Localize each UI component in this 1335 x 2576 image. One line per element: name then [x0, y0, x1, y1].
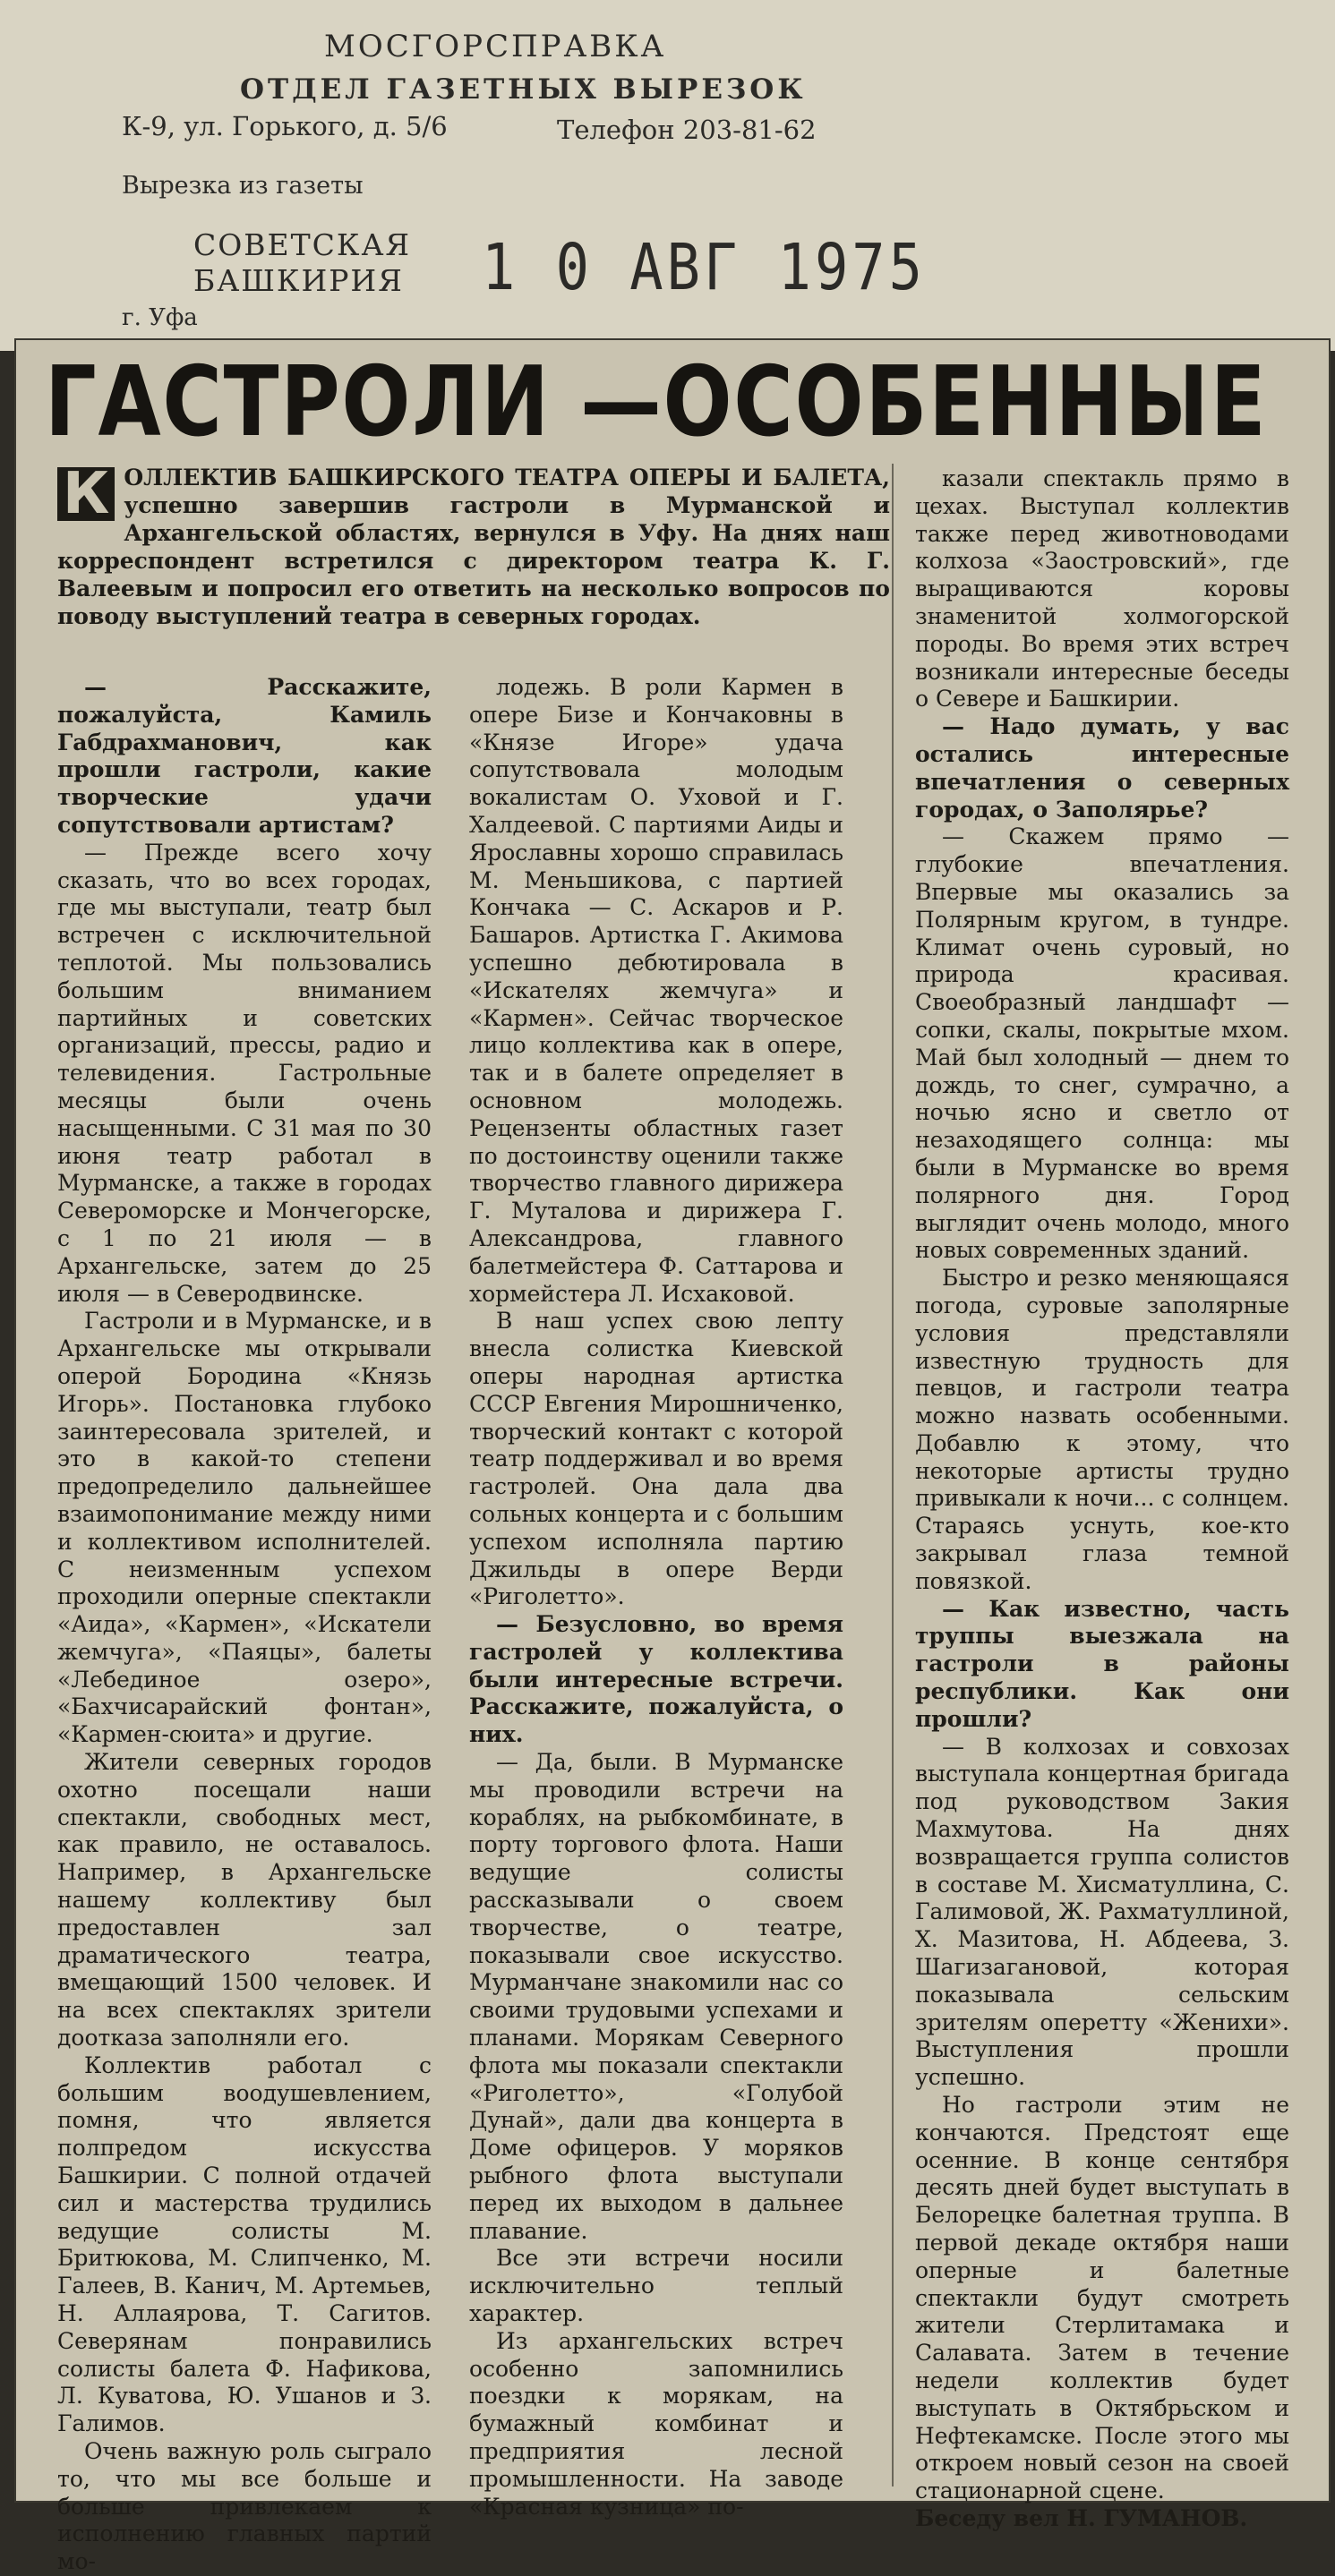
drop-cap: К: [57, 467, 115, 521]
interview-question: — Надо думать, у вас остались интересные впечатления о северных городах, о Заполярье?: [915, 713, 1289, 823]
newspaper-name-line1: СОВЕТСКАЯ: [193, 227, 412, 262]
clipping-label: [0, 0, 1335, 351]
article-paragraph: Все эти встречи носили исключительно теплый характер.: [469, 2245, 843, 2327]
article-paragraph: лодежь. В роли Кармен в опере Бизе и Кончаковны в «Князе Игоре» удача сопутствовала молодым вокалистам О. Уховой и Г. Халдеевой. С партиями Аиды и Ярославны хорошо справилась М. Меньшикова, с партией Кончака — С. Аскаров и Р. Башаров. Артистка Г. Акимова успешно дебютировала в «Искателях жемчуга» и «Кармен». Сейчас творческое лицо коллектива как в опере, так и в балете определяет в основном молодежь. Рецензенты областных газет по достоинству оценили также творчество главного дирижера Г. Муталова и дирижера Г. Александрова, главного балетмейстера Ф. Саттарова и хормейстера Л. Исхаковой.: [469, 674, 843, 1307]
newspaper-name-line2: БАШКИРИЯ: [193, 263, 404, 298]
article-paragraph: — Скажем прямо — глубокие впечатления. Впервые мы оказались за Полярным кругом, в тундре. Климат очень суровый, но природа красивая. Своеобразный ландшафт — сопки, скалы, покрытые мхом. Май был холодный — днем то дождь, то снег, сумрачно, а ночью ясно и светло от незаходящего солнца: мы были в Мурманске во время полярного дня. Город выглядит очень молодо, много новых современных зданий.: [915, 823, 1289, 1264]
article-paragraph: — В колхозах и совхозах выступала концертная бригада под руководством Закия Махмутова. На днях возвращается группа солистов в составе М. Хисматуллина, С. Галимовой, Ж. Рахматуллиной, Х. Мазитова, Н. Абдеева, З. Шагизагановой, которая показывала сельским зрителям оперетту «Женихи». Выступления прошли успешно.: [915, 1733, 1289, 2091]
date-stamp: 1 0 АВГ 1975: [482, 229, 926, 305]
agency-address: К-9, ул. Горького, д. 5/6: [122, 111, 448, 141]
department-name: ОТДЕЛ ГАЗЕТНЫХ ВЫРЕЗОК: [240, 73, 807, 106]
article-column-2: [469, 674, 843, 2520]
article-paragraph: Но гастроли этим не кончаются. Предстоят еще осенние. В конце сентября десять дней будет выступать в Белорецке балетная труппа. В первой декаде октября наши оперные и балетные спектакли будут смотреть жители Стерлитамака и Салавата. Затем в течение недели коллектив будет выступать в Октябрьском и Нефтекамске. После этого мы откроем новый сезон на своей стационарной сцене.: [915, 2092, 1289, 2504]
article-lead-text: ОЛЛЕКТИВ БАШКИРСКОГО ТЕАТРА ОПЕРЫ И БАЛЕТА, успешно завершив гастроли в Мурманской и Архангельской областях, вернулся в Уфу. На днях наш корреспондент встретился с директором театра К. Г. Валеевым и попросил его ответить на несколько вопросов по поводу выступлений театра в северных городах.: [57, 465, 890, 629]
article-signature: Беседу вел Н. ГУМАНОВ.: [915, 2504, 1248, 2531]
article-paragraph: казали спектакль прямо в цехах. Выступал коллектив также перед животноводами колхоза «Заостровский», где выращиваются коровы знаменитой холмогорской породы. Во время этих встреч возникали интересные беседы о Севере и Башкирии.: [915, 465, 1289, 712]
article-paragraph: Жители северных городов охотно посещали наши спектакли, свободных мест, как правило, не оставалось. Например, в Архангельске нашему коллективу был предоставлен зал драматического театра, вмещающий 1500 человек. И на всех спектаклях зрители доотказа заполняли его.: [57, 1749, 432, 2051]
interview-question: — Как известно, часть труппы выезжала на гастроли в районы республики. Как они прошли?: [915, 1595, 1289, 1732]
article-column-1: [57, 674, 432, 2575]
article-paragraph: Из архангельских встреч особенно запомнились поездки к морякам, на бумажный комбинат и предприятия лесной промышленности. На заводе «Красная кузница» по-: [469, 2327, 843, 2520]
article-paragraph: В наш успех свою лепту внесла солистка Киевской оперы народная артистка СССР Евгения Мирошниченко, творческий контакт с которой театр поддерживал и во время гастролей. Она дала два сольных концерта и с большим успехом исполняла партию Джильды в опере Верди «Риголетто».: [469, 1308, 843, 1610]
agency-name: МОСГОРСПРАВКА: [324, 29, 667, 64]
article-paragraph: Коллектив работал с большим воодушевлением, помня, что является полпредом искусства Башкирии. С полной отдачей сил и мастерства трудились ведущие солисты М. Бритюкова, М. Слипченко, М. Галеев, В. Канич, М. Артемьев, Н. Аллаярова, Т. Сагитов. Северянам понравились солисты балета Ф. Нафикова, Л. Куватова, Ю. Ушанов и З. Галимов.: [57, 2051, 432, 2437]
article-column-3: [915, 465, 1289, 2531]
agency-phone: Телефон 203-81-62: [557, 115, 817, 145]
column-rule: [892, 464, 894, 2486]
article-paragraph: — Да, были. В Мурманске мы проводили встречи на кораблях, на рыбкомбинате, в порту торгового флота. Наши ведущие солисты рассказывали о своем творчестве, о театре, показывали свое искусство. Мурманчане знакомили нас со своими трудовыми успехами и планами. Морякам Северного флота мы показали спектакли «Риголетто», «Голубой Дунай», дали два концерта в Доме офицеров. У моряков рыбного флота выступали перед их выходом в дальнее плавание.: [469, 1749, 843, 2244]
article-lead: [57, 461, 890, 630]
interview-question: — Безусловно, во время гастролей у коллектива были интересные встречи. Расскажите, пожалуйста, о них.: [469, 1611, 843, 1748]
interview-question: — Расскажите, пожалуйста, Камиль Габдрахманович, как прошли гастроли, какие творческие удачи сопутствовали артистам?: [57, 674, 432, 838]
newspaper-clipping: [14, 338, 1331, 2575]
article-headline: ГАСТРОЛИ —ОСОБЕННЫЕ: [45, 346, 1268, 458]
newspaper-city: г. Уфа: [122, 304, 198, 331]
clipping-source-label: Вырезка из газеты: [122, 172, 364, 200]
article-paragraph: — Прежде всего хочу сказать, что во всех городах, где мы выступали, театр был встречен с исключительной теплотой. Мы пользовались большим вниманием партийных и советских организаций, прессы, радио и телевидения. Гастрольные месяцы были очень насыщенными. С 31 мая по 30 июня театр работал в Мурманске, а также в городах Североморске и Мончегорске, с 1 по 21 июля — в Архангельске, затем до 25 июля — в Северодвинске.: [57, 839, 432, 1307]
article-paragraph: Быстро и резко меняющаяся погода, суровые заполярные условия представляли известную трудность для певцов, и гастроли театра можно назвать особенными. Добавлю к этому, что некоторые артисты трудно привыкали к ночи... с солнцем. Стараясь уснуть, кое-кто закрывал глаза темной повязкой.: [915, 1265, 1289, 1594]
article-paragraph: Очень важную роль сыграло то, что мы все больше и больше привлекаем к исполнению главных партий мо-: [57, 2438, 432, 2575]
article-paragraph: Гастроли и в Мурманске, и в Архангельске мы открывали оперой Бородина «Князь Игорь». Постановка глубоко заинтересовала зрителей, и это в какой-то степени предопределило дальнейшее взаимопонимание между ними и коллективом исполнителей. С неизменным успехом проходили оперные спектакли «Аида», «Кармен», «Искатели жемчуга», «Паяцы», балеты «Лебединое озеро», «Бахчисарайский фонтан», «Кармен-сюита» и другие.: [57, 1308, 432, 1748]
